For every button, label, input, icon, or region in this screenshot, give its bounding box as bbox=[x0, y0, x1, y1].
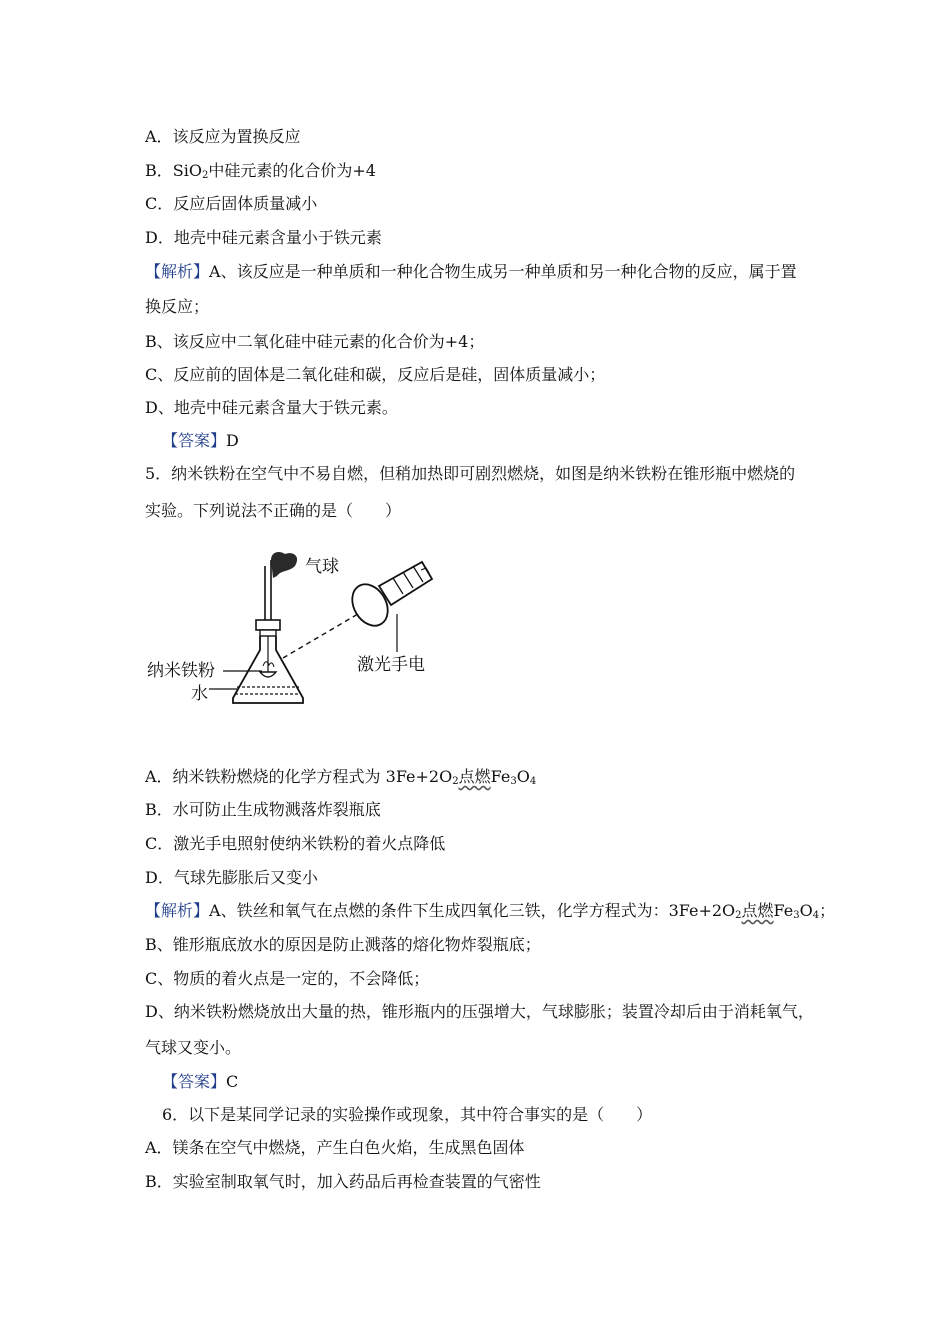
label-water: 水 bbox=[191, 684, 208, 704]
experiment-figure bbox=[145, 548, 445, 718]
q5-analysis-a: 【解析】A、铁丝和氧气在点燃的条件下生成四氧化三铁，化学方程式为：$3Fe+2O_2$点燃$Fe_3O_4$； bbox=[145, 901, 836, 921]
q5-answer: 【答案】C bbox=[162, 1072, 239, 1091]
q4-analysis-d: D、地壳中硅元素含量大于铁元素。 bbox=[145, 398, 398, 417]
laser-beam bbox=[283, 611, 363, 658]
laser-flashlight-icon bbox=[345, 562, 432, 632]
answer-tag: 【答案】 bbox=[162, 431, 227, 450]
q4-option-b: B．SiO$_2$中硅元素的化合价为+4 bbox=[145, 161, 376, 181]
q4-analysis-b: B、该反应中二氧化硅中硅元素的化合价为+4； bbox=[145, 332, 485, 351]
q5-stem-line1: 5．纳米铁粉在空气中不易自燃，但稍加热即可剧烈燃烧，如图是纳米铁粉在锥形瓶中燃烧的 bbox=[145, 464, 796, 483]
q4-analysis-a-line2: 换反应； bbox=[145, 297, 210, 316]
label-balloon: 气球 bbox=[305, 557, 339, 577]
q4-option-a: A．该反应为置换反应 bbox=[145, 127, 301, 146]
analysis-tag: 【解析】 bbox=[145, 901, 210, 920]
q4-analysis-c: C、反应前的固体是二氧化硅和碳，反应后是硅，固体质量减小； bbox=[145, 365, 606, 384]
q6-stem: 6．以下是某同学记录的实验操作或现象，其中符合事实的是（ ） bbox=[162, 1105, 653, 1124]
answer-tag: 【答案】 bbox=[162, 1072, 227, 1091]
q5-option-b: B．水可防止生成物溅落炸裂瓶底 bbox=[145, 800, 381, 819]
iron-powder-spoon bbox=[260, 636, 276, 677]
analysis-tag: 【解析】 bbox=[145, 262, 210, 281]
q4-answer: 【答案】D bbox=[162, 431, 239, 450]
q6-option-b: B．实验室制取氧气时，加入药品后再检查装置的气密性 bbox=[145, 1172, 541, 1191]
label-iron-powder: 纳米铁粉 bbox=[147, 661, 215, 681]
label-laser-flashlight: 激光手电 bbox=[357, 655, 425, 675]
q5-analysis-b: B、锥形瓶底放水的原因是防止溅落的熔化物炸裂瓶底； bbox=[145, 935, 541, 954]
q5-stem-line2: 实验。下列说法不正确的是（ ） bbox=[145, 501, 402, 520]
q6-option-a: A．镁条在空气中燃烧，产生白色火焰，生成黑色固体 bbox=[145, 1138, 525, 1157]
q4-option-c: C．反应后固体质量减小 bbox=[145, 194, 318, 213]
stopper bbox=[256, 620, 280, 630]
q5-analysis-d-line1: D、纳米铁粉燃烧放出大量的热，锥形瓶内的压强增大，气球膨胀；装置冷却后由于消耗氧气， bbox=[145, 1002, 814, 1021]
q4-option-d: D．地壳中硅元素含量小于铁元素 bbox=[145, 228, 382, 247]
balloon-icon bbox=[265, 552, 297, 620]
q5-option-d: D．气球先膨胀后又变小 bbox=[145, 868, 318, 887]
q5-option-c: C．激光手电照射使纳米铁粉的着火点降低 bbox=[145, 834, 446, 853]
q5-analysis-d-line2: 气球又变小。 bbox=[145, 1038, 242, 1057]
q5-analysis-c: C、物质的着火点是一定的，不会降低； bbox=[145, 969, 430, 988]
q5-option-a: A．纳米铁粉燃烧的化学方程式为 $3Fe+2O_2$点燃$Fe_3O_4$ bbox=[145, 767, 537, 787]
q4-analysis-a-line1: 【解析】A、该反应是一种单质和一种化合物生成另一种单质和另一种化合物的反应，属于置 bbox=[145, 262, 797, 281]
